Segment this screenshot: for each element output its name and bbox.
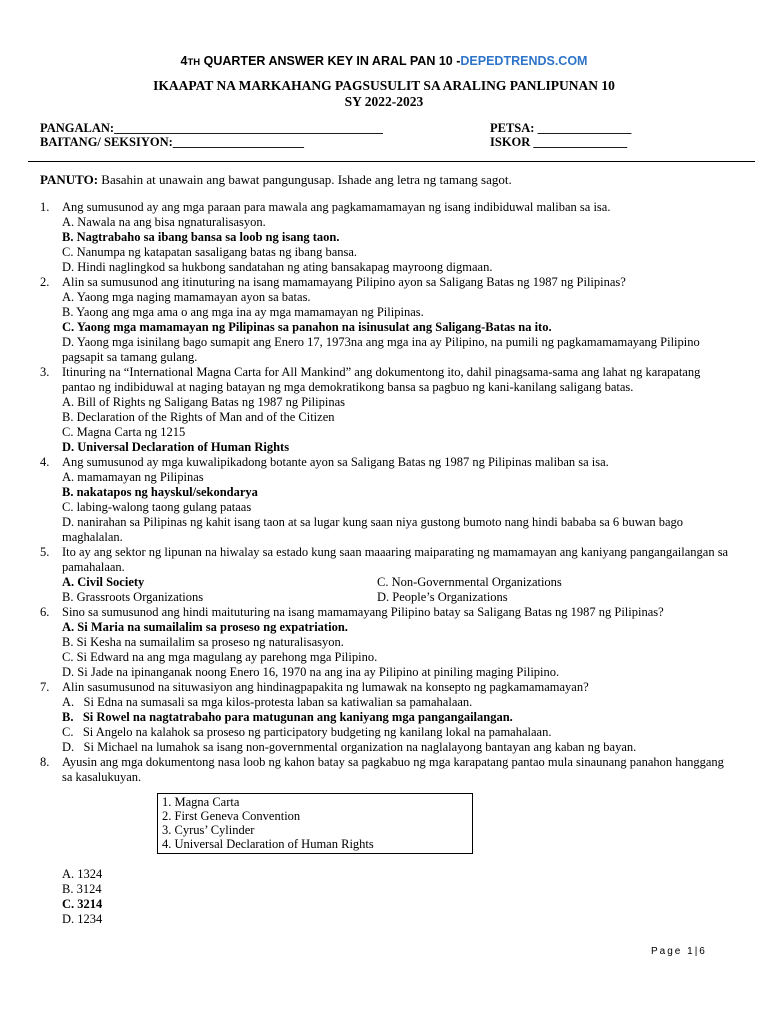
name-field[interactable]: PANGALAN:___________________________________________ bbox=[40, 121, 383, 135]
header-divider bbox=[28, 161, 755, 162]
banner-th: TH bbox=[187, 57, 201, 68]
question-6 bbox=[40, 605, 732, 680]
choice-c[interactable]: C. Si Angelo na kalahok sa proseso ng participatory budgeting ng kanilang lokal na pamahalaan. bbox=[62, 725, 552, 739]
choice-d[interactable]: D. People’s Organizations bbox=[377, 590, 508, 604]
banner-site-link[interactable]: DEPEDTRENDS.COM bbox=[460, 54, 588, 68]
banner-num: 4 bbox=[180, 54, 188, 68]
answer-options bbox=[62, 867, 732, 927]
choice-b-answer[interactable]: B. Si Rowel na nagtatrabaho para matugunan ang kaniyang mga pangangailangan. bbox=[62, 710, 513, 724]
question-number: 3. bbox=[40, 365, 50, 379]
question-3 bbox=[40, 365, 732, 455]
question-number: 6. bbox=[40, 605, 50, 619]
choice-b[interactable]: B. Declaration of the Rights of Man and of the Citizen bbox=[62, 410, 335, 424]
choice-d[interactable]: D. Yaong mga isinilang bago sumapit ang Enero 17, 1973na ang mga ina ay Pilipino, na pumili ng pagkamamamayang Pilipino pagsapit sa tamang gulang. bbox=[62, 335, 700, 364]
box-item: 3. Cyrus’ Cylinder bbox=[162, 823, 255, 837]
choice-a-answer[interactable]: A. Civil Society bbox=[62, 575, 145, 589]
question-number: 8. bbox=[40, 755, 50, 769]
date-field[interactable]: PETSA: _______________ bbox=[490, 121, 632, 135]
document-list-box bbox=[157, 793, 473, 854]
score-field[interactable]: ISKOR _______________ bbox=[490, 135, 628, 149]
question-text: Ito ay ang sektor ng lipunan na hiwalay sa estado kung saan maaaring maiparating ng mamamayan ang kaniyang pangangailangan sa pamahalaan. bbox=[62, 545, 729, 574]
choice-c[interactable]: C. Si Edward na ang mga magulang ay parehong mga Pilipino. bbox=[62, 650, 378, 664]
choice-b[interactable]: B. Grassroots Organizations bbox=[62, 590, 204, 604]
choice-a[interactable]: A. Nawala na ang bisa ngnaturalisasyon. bbox=[62, 215, 266, 229]
question-text: Alin sa sumusunod ang itinuturing na isang mamamayang Pilipino ayon sa Saligang Batas ng 1987 ng Pilipinas? bbox=[62, 275, 626, 289]
exam-title: IKAAPAT NA MARKAHANG PAGSUSULIT SA ARALING PANLIPUNAN 10 bbox=[153, 78, 615, 93]
question-number: 1. bbox=[40, 200, 50, 214]
choice-c-answer[interactable]: C. Yaong mga mamamayan ng Pilipinas sa panahon na isinusulat ang Saligang-Batas na ito. bbox=[62, 320, 552, 334]
choice-a[interactable]: A. mamamayan ng Pilipinas bbox=[62, 470, 204, 484]
school-year: SY 2022-2023 bbox=[344, 94, 424, 109]
question-2 bbox=[40, 275, 732, 365]
question-number: 5. bbox=[40, 545, 50, 559]
choice-d[interactable]: D. 1234 bbox=[62, 912, 103, 926]
choice-b[interactable]: B. 3124 bbox=[62, 882, 102, 896]
choice-b-answer[interactable]: B. nakatapos ng hayskul/sekondarya bbox=[62, 485, 258, 499]
question-8 bbox=[40, 755, 732, 927]
choice-b-answer[interactable]: B. Nagtrabaho sa ibang bansa sa loob ng isang taon. bbox=[62, 230, 340, 244]
question-text: Alin sasumusunod na situwasiyon ang hindinagpapakita ng lumawak na konsepto ng pagkamamamayan? bbox=[62, 680, 589, 694]
choice-d[interactable]: D. Hindi naglingkod sa hukbong sandatahan ng ating bansakapag mayroong digmaan. bbox=[62, 260, 493, 274]
choice-a[interactable]: A. 1324 bbox=[62, 867, 103, 881]
question-text: Ang sumusunod ay mga kuwalipikadong botante ayon sa Saligang Batas ng 1987 ng Pilipinas maliban sa isa. bbox=[62, 455, 609, 469]
choice-a[interactable]: A. Yaong mga naging mamamayan ayon sa batas. bbox=[62, 290, 311, 304]
choice-a-answer[interactable]: A. Si Maria na sumailalim sa proseso ng expatriation. bbox=[62, 620, 348, 634]
question-5 bbox=[40, 545, 732, 605]
choice-row bbox=[62, 575, 732, 590]
choice-c[interactable]: C. Non-Governmental Organizations bbox=[377, 575, 562, 589]
question-list bbox=[40, 200, 732, 927]
choice-d[interactable]: D. nanirahan sa Pilipinas ng kahit isang taon at sa lugar kung saan niya gustong bumoto nang hindi bababa sa 6 buwan bago maghalalan. bbox=[62, 515, 684, 544]
question-text: Sino sa sumusunod ang hindi maituturing na isang mamamayang Pilipino batay sa Saligang Batas ng 1987 ng Pilipinas? bbox=[62, 605, 664, 619]
choice-d-answer[interactable]: D. Universal Declaration of Human Rights bbox=[62, 440, 290, 454]
question-text: Ang sumusunod ay ang mga paraan para mawala ang pagkamamamayan ng isang indibiduwal maliban sa isa. bbox=[62, 200, 611, 214]
box-item: 4. Universal Declaration of Human Rights bbox=[162, 837, 374, 851]
choice-a[interactable]: A. Bill of Rights ng Saligang Batas ng 1987 ng Pilipinas bbox=[62, 395, 345, 409]
question-text: Ayusin ang mga dokumentong nasa loob ng kahon batay sa pagkabuo ng mga karapatang pantao mula sinaunang panahon hanggang sa kasalukuyan. bbox=[62, 755, 724, 784]
instructions-text: Basahin at unawain ang bawat pangungusap. Ishade ang letra ng tamang sagot. bbox=[98, 172, 512, 187]
choice-d[interactable]: D. Si Michael na lumahok sa isang non-governmental organization na naglalayong bantayan ang kaban ng bayan. bbox=[62, 740, 637, 754]
box-item: 1. Magna Carta bbox=[162, 795, 240, 809]
question-number: 4. bbox=[40, 455, 50, 469]
question-1 bbox=[40, 200, 732, 275]
choice-c[interactable]: C. Nanumpa ng katapatan sasaligang batas ng ibang bansa. bbox=[62, 245, 358, 259]
question-text: Itinuring na “International Magna Carta for All Mankind” ang dokumentong ito, dahil pinagsama-sama ang lahat ng karapatang pantao ng indibiduwal at naging batayan ng mga demokratikong bansa sa pagbuo ng kani-kanilang saligang batas. bbox=[62, 365, 701, 394]
choice-row bbox=[62, 590, 732, 605]
choice-c[interactable]: C. labing-walong taong gulang pataas bbox=[62, 500, 252, 514]
question-7 bbox=[40, 680, 732, 755]
choice-b[interactable]: B. Si Kesha na sumailalim sa proseso ng naturalisasyon. bbox=[62, 635, 344, 649]
choice-d[interactable]: D. Si Jade na ipinanganak noong Enero 16, 1970 na ang ina ay Pilipino at piniling maging Pilipino. bbox=[62, 665, 560, 679]
section-field[interactable]: BAITANG/ SEKSIYON:_____________________ bbox=[40, 135, 305, 149]
choice-c[interactable]: C. Magna Carta ng 1215 bbox=[62, 425, 186, 439]
choice-c-answer[interactable]: C. 3214 bbox=[62, 897, 103, 911]
instructions-label: PANUTO: bbox=[40, 172, 99, 187]
source-banner bbox=[0, 54, 768, 68]
question-number: 7. bbox=[40, 680, 50, 694]
choice-b[interactable]: B. Yaong ang mga ama o ang mga ina ay mga mamamayan ng Pilipinas. bbox=[62, 305, 424, 319]
banner-text: QUARTER ANSWER KEY IN ARAL PAN 10 - bbox=[200, 54, 461, 68]
choice-a[interactable]: A. Si Edna na sumasali sa mga kilos-protesta laban sa katiwalian sa pamahalaan. bbox=[62, 695, 473, 709]
question-4 bbox=[40, 455, 732, 545]
box-item: 2. First Geneva Convention bbox=[162, 809, 301, 823]
page-number: Page 1|6 bbox=[651, 946, 707, 957]
instructions bbox=[40, 172, 512, 188]
question-number: 2. bbox=[40, 275, 50, 289]
